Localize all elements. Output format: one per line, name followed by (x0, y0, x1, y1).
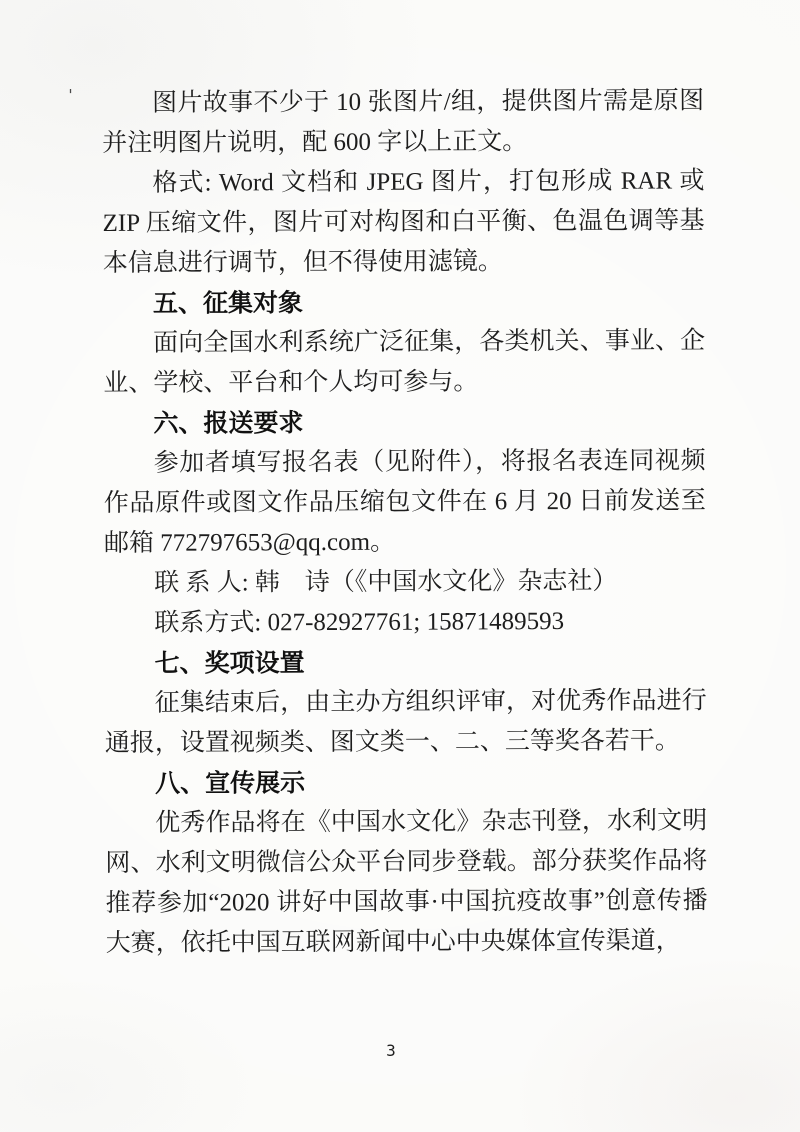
heading-section-7-awards: 七、奖项设置 (154, 649, 305, 678)
heading-section-5-collection-targets: 五、征集对象 (152, 289, 304, 318)
page-number: 3 (386, 1041, 396, 1060)
heading-section-6-submission-requirements: 六、报送要求 (153, 409, 304, 438)
contact-phone-line: 联系方式: 027-82927761; 15871489593 (154, 607, 565, 637)
paragraph-collection-targets: 面向全国水利系统广泛征集，各类机关、事业、企业、学校、平台和个人均可参与。 (103, 327, 706, 397)
contact-person-line: 联 系 人: 韩 诗（《中国水文化》杂志社） (154, 567, 618, 597)
document-body (102, 81, 708, 964)
paragraph-format-requirements: 格式: Word 文档和 JPEG 图片，打包形成 RAR 或 ZIP 压缩文件，图片可对构图和白平衡、色温色调等基本信息进行调节，但不得使用滤镜。 (102, 167, 705, 277)
scan-artifact-mark: ' (66, 86, 76, 104)
paragraph-awards-description: 征集结束后，由主办方组织评审，对优秀作品进行通报，设置视频类、图文类一、二、三等奖各若干。 (104, 687, 707, 757)
paragraph-publicity-description: 优秀作品将在《中国水文化》杂志刊登，水利文明网、水利文明微信公众平台同步登载。部分获奖作品将推荐参加“2020 讲好中国故事·中国抗疫故事”创意传播大赛，依托中国互联网新闻中心中央媒体宣传渠道， (105, 807, 708, 957)
paragraph-picture-story-requirements: 图片故事不少于 10 张图片/组，提供图片需是原图并注明图片说明，配 600 字以上正文。 (102, 87, 705, 157)
paragraph-submission-instructions: 参加者填写报名表（见附件），将报名表连同视频作品原件或图文作品压缩包文件在 6 月 20 日前发送至邮箱 772797653@qq.com。 (103, 447, 706, 557)
heading-section-8-publicity: 八、宣传展示 (154, 769, 306, 798)
